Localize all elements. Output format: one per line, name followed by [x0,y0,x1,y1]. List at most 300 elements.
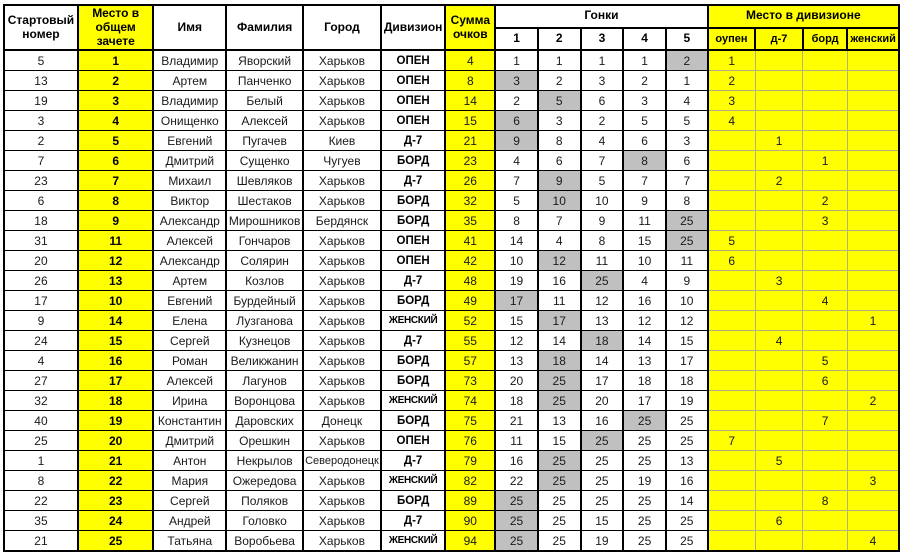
division-place-cell [847,131,899,151]
race-result-cell: 10 [495,251,538,271]
race-result-cell: 2 [666,50,708,71]
start-number-cell: 24 [4,331,78,351]
results-table [3,4,900,552]
race-result-cell: 14 [538,331,581,351]
overall-place-cell: 13 [78,271,154,291]
division-place-cell [803,231,847,251]
division-cell: Д-7 [381,331,446,351]
first-name-cell: Роман [153,351,226,371]
race-result-cell: 25 [581,491,624,511]
race-result-cell: 11 [666,251,708,271]
division-cell: ЖЕНСКИЙ [381,391,446,411]
race-result-cell: 22 [495,471,538,491]
division-place-cell [803,171,847,191]
race-result-cell: 10 [538,191,581,211]
start-number-cell: 40 [4,411,78,431]
race-result-cell: 1 [666,71,708,91]
first-name-cell: Владимир [153,91,226,111]
race-result-cell: 20 [495,371,538,391]
division-place-cell [708,471,756,491]
city-cell: Харьков [303,91,381,111]
race-result-cell: 14 [495,231,538,251]
last-name-cell: Лагунов [226,371,303,391]
division-place-cell: 5 [755,451,803,471]
race-result-cell: 5 [581,171,624,191]
division-place-cell [755,491,803,511]
start-number-cell: 32 [4,391,78,411]
points-sum-cell: 8 [445,71,495,91]
table-row [4,191,899,211]
overall-place-cell: 25 [78,531,154,552]
division-place-cell [708,391,756,411]
first-name-cell: Сергей [153,331,226,351]
division-place-cell [755,351,803,371]
race-result-cell: 6 [495,111,538,131]
race-result-cell: 19 [495,271,538,291]
division-cell: ЖЕНСКИЙ [381,531,446,552]
header-division-board: борд [803,28,847,51]
start-number-cell: 3 [4,111,78,131]
points-sum-cell: 32 [445,191,495,211]
race-result-cell: 8 [623,151,666,171]
last-name-cell: Воронцова [226,391,303,411]
division-place-cell: 3 [803,211,847,231]
overall-place-cell: 6 [78,151,154,171]
start-number-cell: 1 [4,451,78,471]
race-result-cell: 18 [581,331,624,351]
city-cell: Чугуев [303,151,381,171]
first-name-cell: Евгений [153,131,226,151]
division-place-cell [708,411,756,431]
points-sum-cell: 75 [445,411,495,431]
division-place-cell [847,171,899,191]
division-place-cell [803,471,847,491]
division-place-cell [708,331,756,351]
race-result-cell: 25 [581,471,624,491]
division-place-cell [847,451,899,471]
division-cell: Д-7 [381,131,446,151]
start-number-cell: 2 [4,131,78,151]
last-name-cell: Головко [226,511,303,531]
division-cell: БОРД [381,371,446,391]
division-cell: ОПЕН [381,231,446,251]
division-place-cell: 6 [708,251,756,271]
race-result-cell: 8 [495,211,538,231]
race-result-cell: 10 [623,251,666,271]
start-number-cell: 35 [4,511,78,531]
race-result-cell: 11 [623,211,666,231]
table-row [4,431,899,451]
race-result-cell: 1 [581,50,624,71]
first-name-cell: Владимир [153,50,226,71]
table-row [4,391,899,411]
overall-place-cell: 1 [78,50,154,71]
race-result-cell: 25 [495,531,538,552]
race-result-cell: 3 [666,131,708,151]
division-cell: ЖЕНСКИЙ [381,471,446,491]
overall-place-cell: 7 [78,171,154,191]
division-place-cell [708,511,756,531]
division-cell: Д-7 [381,271,446,291]
overall-place-cell: 12 [78,251,154,271]
race-result-cell: 1 [538,50,581,71]
race-result-cell: 25 [538,371,581,391]
last-name-cell: Мирошников [226,211,303,231]
race-result-cell: 25 [538,511,581,531]
division-place-cell: 1 [847,311,899,331]
table-row [4,471,899,491]
overall-place-cell: 24 [78,511,154,531]
overall-place-cell: 3 [78,91,154,111]
race-result-cell: 25 [623,511,666,531]
division-place-cell [755,311,803,331]
division-place-cell [755,211,803,231]
division-place-cell [847,411,899,431]
division-place-cell [708,371,756,391]
race-result-cell: 17 [495,291,538,311]
race-result-cell: 7 [538,211,581,231]
race-result-cell: 5 [538,91,581,111]
division-place-cell [803,50,847,71]
division-place-cell [803,271,847,291]
division-place-cell [755,531,803,552]
race-result-cell: 25 [623,411,666,431]
division-cell: Д-7 [381,511,446,531]
header-city: Город [303,5,381,50]
table-row [4,511,899,531]
header-row-1 [4,5,899,28]
division-place-cell [847,50,899,71]
table-row [4,251,899,271]
division-place-cell: 5 [708,231,756,251]
header-last-name: Фамилия [226,5,303,50]
last-name-cell: Белый [226,91,303,111]
start-number-cell: 22 [4,491,78,511]
race-result-cell: 19 [623,471,666,491]
race-result-cell: 17 [581,371,624,391]
division-cell: БОРД [381,491,446,511]
division-place-cell: 2 [708,71,756,91]
division-place-cell [803,131,847,151]
first-name-cell: Алексей [153,371,226,391]
race-result-cell: 13 [495,351,538,371]
division-place-cell [755,91,803,111]
race-result-cell: 16 [581,411,624,431]
table-row [4,131,899,151]
division-place-cell [847,291,899,311]
race-result-cell: 2 [538,71,581,91]
city-cell: Харьков [303,431,381,451]
first-name-cell: Алексей [153,231,226,251]
points-sum-cell: 94 [445,531,495,552]
last-name-cell: Даровских [226,411,303,431]
race-result-cell: 3 [538,111,581,131]
start-number-cell: 6 [4,191,78,211]
division-place-cell [847,231,899,251]
division-place-cell [803,331,847,351]
division-place-cell: 4 [803,291,847,311]
race-result-cell: 8 [666,191,708,211]
race-result-cell: 25 [623,491,666,511]
start-number-cell: 13 [4,71,78,91]
overall-place-cell: 5 [78,131,154,151]
first-name-cell: Мария [153,471,226,491]
last-name-cell: Алексей [226,111,303,131]
header-race-2: 2 [538,28,581,51]
race-result-cell: 1 [623,50,666,71]
division-cell: ОПЕН [381,91,446,111]
race-result-cell: 2 [581,111,624,131]
first-name-cell: Дмитрий [153,431,226,451]
table-row [4,171,899,191]
start-number-cell: 19 [4,91,78,111]
race-result-cell: 1 [495,50,538,71]
division-place-cell [755,50,803,71]
city-cell: Харьков [303,251,381,271]
first-name-cell: Евгений [153,291,226,311]
race-result-cell: 25 [666,211,708,231]
division-place-cell [755,151,803,171]
division-place-cell [755,71,803,91]
points-sum-cell: 35 [445,211,495,231]
overall-place-cell: 8 [78,191,154,211]
city-cell: Харьков [303,171,381,191]
division-place-cell [755,391,803,411]
first-name-cell: Ирина [153,391,226,411]
last-name-cell: Панченко [226,71,303,91]
division-place-cell: 4 [708,111,756,131]
city-cell: Харьков [303,191,381,211]
race-result-cell: 16 [495,451,538,471]
division-cell: ОПЕН [381,251,446,271]
city-cell: Харьков [303,531,381,552]
race-result-cell: 9 [581,211,624,231]
division-cell: ОПЕН [381,431,446,451]
division-place-cell [847,351,899,371]
first-name-cell: Артем [153,271,226,291]
division-place-cell: 1 [755,131,803,151]
points-sum-cell: 55 [445,331,495,351]
overall-place-cell: 11 [78,231,154,251]
header-races-group: Гонки [495,5,707,28]
start-number-cell: 18 [4,211,78,231]
start-number-cell: 21 [4,531,78,552]
division-cell: БОРД [381,351,446,371]
start-number-cell: 8 [4,471,78,491]
race-result-cell: 15 [623,231,666,251]
race-result-cell: 12 [495,331,538,351]
table-row [4,71,899,91]
race-result-cell: 16 [666,471,708,491]
overall-place-cell: 19 [78,411,154,431]
race-result-cell: 8 [538,131,581,151]
division-place-cell [755,471,803,491]
points-sum-cell: 73 [445,371,495,391]
race-result-cell: 25 [666,431,708,451]
division-place-cell [708,451,756,471]
division-place-cell [847,91,899,111]
division-place-cell: 4 [847,531,899,552]
start-number-cell: 7 [4,151,78,171]
race-result-cell: 25 [581,271,624,291]
race-result-cell: 13 [623,351,666,371]
points-sum-cell: 79 [445,451,495,471]
division-place-cell [708,151,756,171]
last-name-cell: Кузнецов [226,331,303,351]
city-cell: Харьков [303,471,381,491]
overall-place-cell: 23 [78,491,154,511]
division-place-cell [755,411,803,431]
division-place-cell [708,531,756,552]
header-race-5: 5 [666,28,708,51]
race-result-cell: 17 [623,391,666,411]
division-place-cell [803,511,847,531]
overall-place-cell: 22 [78,471,154,491]
race-result-cell: 25 [581,451,624,471]
division-place-cell [803,91,847,111]
last-name-cell: Шестаков [226,191,303,211]
division-place-cell [708,311,756,331]
first-name-cell: Онищенко [153,111,226,131]
race-result-cell: 21 [495,411,538,431]
points-sum-cell: 21 [445,131,495,151]
race-result-cell: 19 [581,531,624,552]
race-result-cell: 5 [623,111,666,131]
race-result-cell: 25 [623,531,666,552]
table-row [4,351,899,371]
division-place-cell: 7 [708,431,756,451]
last-name-cell: Ожередова [226,471,303,491]
race-result-cell: 25 [538,531,581,552]
header-division-women: женский [847,28,899,51]
first-name-cell: Андрей [153,511,226,531]
division-place-cell [755,111,803,131]
table-row [4,111,899,131]
last-name-cell: Солярин [226,251,303,271]
division-place-cell [847,511,899,531]
table-row [4,491,899,511]
division-place-cell [847,191,899,211]
division-cell: ОПЕН [381,50,446,71]
race-result-cell: 25 [581,431,624,451]
race-result-cell: 25 [538,451,581,471]
race-result-cell: 3 [623,91,666,111]
last-name-cell: Воробьева [226,531,303,552]
header-first-name: Имя [153,5,226,50]
race-result-cell: 5 [495,191,538,211]
overall-place-cell: 10 [78,291,154,311]
city-cell: Харьков [303,511,381,531]
race-result-cell: 3 [581,71,624,91]
city-cell: Северодонецк [303,451,381,471]
division-place-cell [708,271,756,291]
division-cell: ОПЕН [381,111,446,131]
race-result-cell: 7 [666,171,708,191]
division-cell: БОРД [381,191,446,211]
race-result-cell: 4 [623,271,666,291]
first-name-cell: Артем [153,71,226,91]
division-cell: БОРД [381,411,446,431]
table-row [4,50,899,71]
race-result-cell: 4 [666,91,708,111]
first-name-cell: Константин [153,411,226,431]
division-place-cell [708,351,756,371]
city-cell: Харьков [303,291,381,311]
division-place-cell [847,331,899,351]
city-cell: Киев [303,131,381,151]
table-row [4,451,899,471]
division-place-cell: 2 [803,191,847,211]
city-cell: Харьков [303,50,381,71]
division-place-cell: 6 [755,511,803,531]
race-result-cell: 16 [623,291,666,311]
division-place-cell [847,251,899,271]
race-result-cell: 7 [623,171,666,191]
table-row [4,411,899,431]
race-result-cell: 25 [666,531,708,552]
first-name-cell: Антон [153,451,226,471]
last-name-cell: Великжанин [226,351,303,371]
division-place-cell [803,451,847,471]
race-result-cell: 20 [581,391,624,411]
city-cell: Харьков [303,271,381,291]
overall-place-cell: 20 [78,431,154,451]
last-name-cell: Лузганова [226,311,303,331]
header-race-1: 1 [495,28,538,51]
last-name-cell: Поляков [226,491,303,511]
division-place-cell [755,191,803,211]
city-cell: Харьков [303,231,381,251]
points-sum-cell: 57 [445,351,495,371]
division-place-cell [708,211,756,231]
points-sum-cell: 52 [445,311,495,331]
start-number-cell: 31 [4,231,78,251]
division-place-cell [708,291,756,311]
race-result-cell: 6 [666,151,708,171]
overall-place-cell: 2 [78,71,154,91]
first-name-cell: Виктор [153,191,226,211]
last-name-cell: Пугачев [226,131,303,151]
results-tbody [4,50,899,551]
table-row [4,371,899,391]
overall-place-cell: 18 [78,391,154,411]
table-row [4,231,899,251]
points-sum-cell: 82 [445,471,495,491]
first-name-cell: Сергей [153,491,226,511]
city-cell: Харьков [303,371,381,391]
division-cell: ОПЕН [381,71,446,91]
points-sum-cell: 49 [445,291,495,311]
division-place-cell: 5 [803,351,847,371]
division-place-cell [847,271,899,291]
table-row [4,211,899,231]
last-name-cell: Сущенко [226,151,303,171]
race-result-cell: 4 [581,131,624,151]
points-sum-cell: 14 [445,91,495,111]
first-name-cell: Елена [153,311,226,331]
race-result-cell: 25 [623,431,666,451]
start-number-cell: 20 [4,251,78,271]
first-name-cell: Дмитрий [153,151,226,171]
race-result-cell: 15 [581,511,624,531]
city-cell: Харьков [303,71,381,91]
city-cell: Харьков [303,391,381,411]
points-sum-cell: 76 [445,431,495,451]
division-place-cell [803,431,847,451]
header-race-4: 4 [623,28,666,51]
division-place-cell: 1 [708,50,756,71]
division-cell: БОРД [381,151,446,171]
